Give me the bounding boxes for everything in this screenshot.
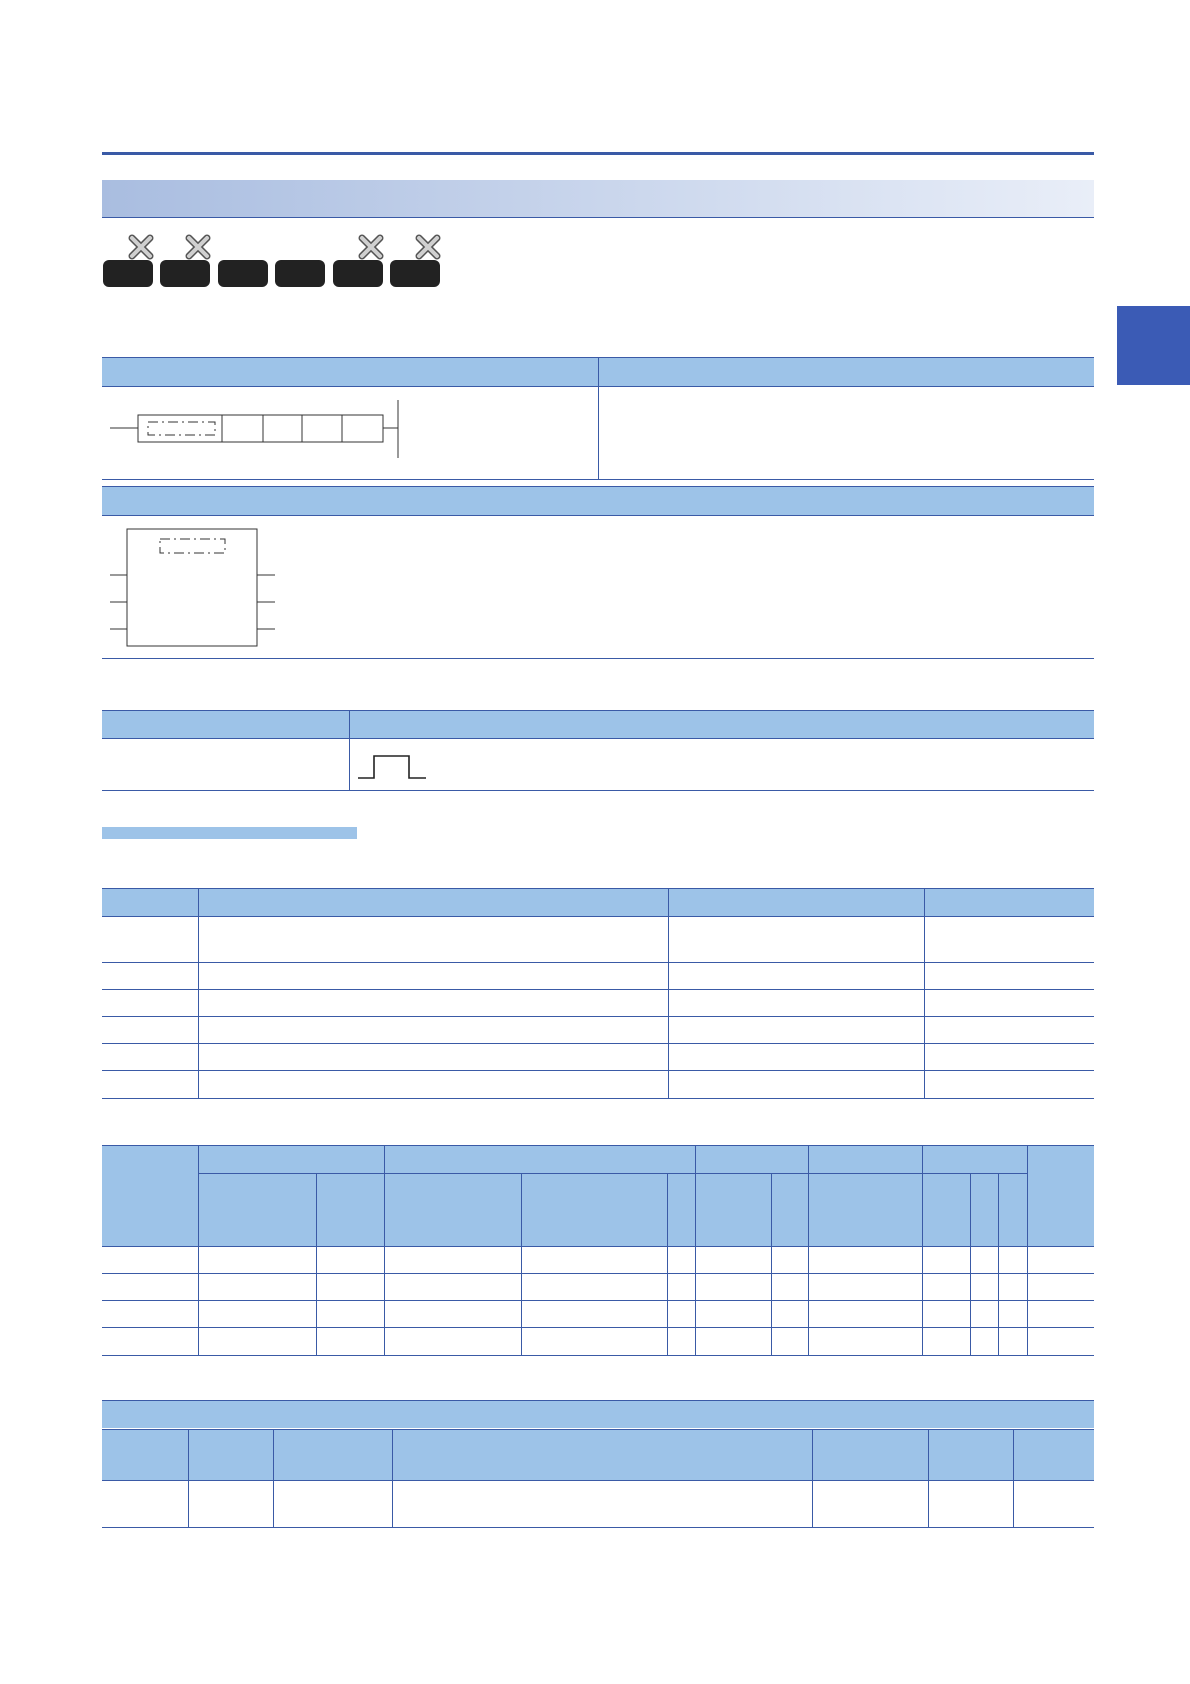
table-divider — [667, 1173, 668, 1355]
table-rule — [102, 1327, 1094, 1328]
st-header-right — [599, 357, 1094, 386]
table-rule — [198, 1173, 1027, 1174]
devices-header-block — [102, 1145, 1094, 1246]
table-rule — [102, 1355, 1094, 1356]
table-divider — [922, 1145, 923, 1355]
table-divider — [928, 1429, 929, 1527]
table-rule — [102, 1043, 1094, 1044]
table-divider — [198, 1145, 199, 1355]
table-divider — [970, 1173, 971, 1355]
table-rule — [102, 1070, 1094, 1071]
table-divider — [924, 888, 925, 1098]
not-supported-x-icon — [357, 233, 385, 261]
banner-underline — [102, 217, 1094, 218]
top-rule — [102, 152, 1094, 155]
table-rule — [102, 486, 1094, 487]
cpu-tag-4 — [275, 260, 325, 287]
table-divider — [273, 1429, 274, 1527]
table-rule — [102, 1016, 1094, 1017]
section-banner — [102, 180, 1094, 217]
table-rule — [102, 1145, 1094, 1146]
table-divider — [188, 1429, 189, 1527]
table-rule — [102, 1273, 1094, 1274]
exec-header-left — [102, 710, 349, 738]
pulse-waveform-icon — [356, 752, 428, 780]
table-rule — [102, 962, 1094, 963]
cpu-tag-1 — [103, 260, 153, 287]
not-supported-x-icon — [127, 233, 155, 261]
chapter-thumb-tab — [1117, 306, 1190, 385]
ladder-header-left — [102, 357, 598, 386]
table-rule — [102, 1480, 1094, 1481]
table-rule — [102, 989, 1094, 990]
table-divider — [812, 1429, 813, 1527]
cpu-tag-2 — [160, 260, 210, 287]
table-divider — [998, 1173, 999, 1355]
table-rule — [102, 515, 1094, 516]
table-rule — [102, 1098, 1094, 1099]
table-divider — [598, 357, 599, 479]
table-divider — [316, 1173, 317, 1355]
table-rule — [102, 710, 1094, 711]
table-divider — [1027, 1145, 1028, 1355]
not-supported-x-icon — [184, 233, 212, 261]
exec-header-right — [350, 710, 1094, 738]
processing-header-row — [102, 1429, 1094, 1480]
fbd-block-diagram — [108, 527, 288, 649]
cpu-tag-6 — [390, 260, 440, 287]
table-divider — [771, 1173, 772, 1355]
table-rule — [102, 658, 1094, 659]
setting-data-label-bar — [102, 827, 357, 839]
ladder-diagram — [108, 398, 408, 460]
table-divider — [695, 1145, 696, 1355]
table-divider — [384, 1145, 385, 1355]
desc-header-row — [102, 888, 1094, 916]
table-rule — [102, 479, 1094, 480]
table-divider — [349, 710, 350, 790]
table-rule — [102, 916, 1094, 917]
table-divider — [392, 1429, 393, 1527]
table-divider — [1013, 1429, 1014, 1527]
table-rule — [102, 1429, 1094, 1430]
cpu-tag-3 — [218, 260, 268, 287]
table-divider — [198, 888, 199, 1098]
table-rule — [102, 1246, 1094, 1247]
fbd-header — [102, 486, 1094, 515]
table-rule — [102, 1300, 1094, 1301]
processing-title-row — [102, 1400, 1094, 1428]
table-rule — [102, 1527, 1094, 1528]
table-divider — [521, 1173, 522, 1355]
table-divider — [668, 888, 669, 1098]
table-rule — [102, 1400, 1094, 1401]
table-rule — [102, 888, 1094, 889]
table-rule — [102, 790, 1094, 791]
not-supported-x-icon — [414, 233, 442, 261]
table-rule — [102, 738, 1094, 739]
cpu-tag-5 — [333, 260, 383, 287]
table-divider — [808, 1145, 809, 1355]
